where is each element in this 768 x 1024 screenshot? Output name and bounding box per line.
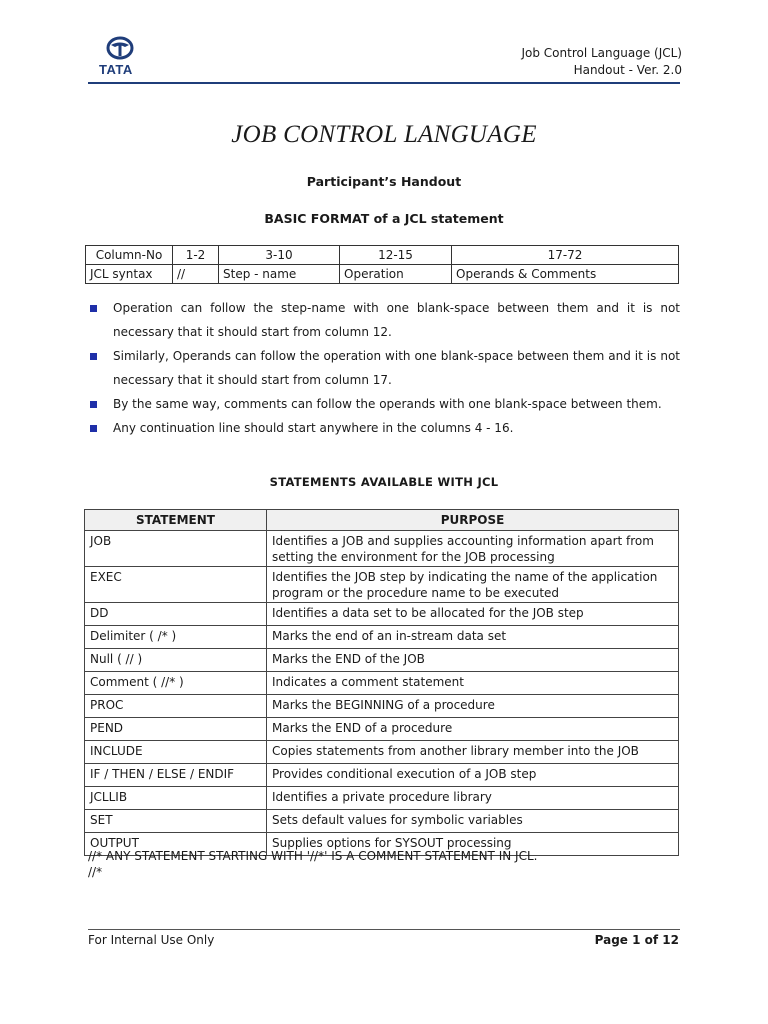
table-row: [85, 810, 679, 833]
table-row: [85, 603, 679, 626]
table-cell: JCL syntax: [86, 265, 173, 284]
footer-rule: [88, 929, 680, 930]
statement-cell: PEND: [85, 718, 267, 741]
comment-note: //* ANY STATEMENT STARTING WITH '//*' IS A COMMENT STATEMENT IN JCL.: [88, 849, 538, 863]
list-item: [90, 344, 680, 392]
table-row: [86, 265, 679, 284]
purpose-cell: Sets default values for symbolic variables: [267, 810, 679, 833]
list-item-text: By the same way, comments can follow the operands with one blank-space between them.: [113, 397, 662, 411]
basic-format-heading: BASIC FORMAT of a JCL statement: [264, 211, 504, 226]
bullet-list: [90, 296, 680, 440]
purpose-cell: Copies statements from another library member into the JOB: [267, 741, 679, 764]
statement-cell: Delimiter ( /* ): [85, 626, 267, 649]
table-cell: Operands & Comments: [452, 265, 679, 284]
comment-notes: [88, 848, 537, 880]
purpose-cell: Identifies a JOB and supplies accounting information apart from setting the environment for the JOB processing: [267, 531, 679, 567]
statement-cell: SET: [85, 810, 267, 833]
table-row: [85, 718, 679, 741]
table-cell: Step - name: [219, 265, 340, 284]
page-title: JOB CONTROL LANGUAGE: [231, 121, 537, 148]
table-header-row: [85, 510, 679, 531]
table-row: [85, 626, 679, 649]
page-subtitle: Participant’s Handout: [306, 174, 462, 189]
list-item-text: Operation can follow the step-name with one blank-space between them and it is not necessary that it should start from column 12.: [113, 301, 680, 339]
purpose-cell: Provides conditional execution of a JOB step: [267, 764, 679, 787]
statement-cell: JCLLIB: [85, 787, 267, 810]
document-version: Handout - Ver. 2.0: [573, 63, 682, 77]
purpose-cell: Marks the END of the JOB: [267, 649, 679, 672]
document-header: [521, 45, 682, 79]
list-item: [90, 296, 680, 344]
statement-cell: Comment ( //* ): [85, 672, 267, 695]
purpose-cell: Indicates a comment statement: [267, 672, 679, 695]
purpose-cell: Identifies the JOB step by indicating the name of the application program or the procedure name to be executed: [267, 567, 679, 603]
table-cell: Operation: [340, 265, 452, 284]
header-rule: [88, 82, 680, 84]
footer-classification: For Internal Use Only: [88, 933, 215, 947]
column-header-purpose: PURPOSE: [267, 510, 679, 531]
purpose-cell: Marks the END of a procedure: [267, 718, 679, 741]
statement-cell: OUTPUT: [85, 833, 267, 856]
statements-heading: STATEMENTS AVAILABLE WITH JCL: [269, 475, 499, 489]
purpose-cell: Supplies options for SYSOUT processing: [267, 833, 679, 856]
table-cell: 1-2: [173, 246, 219, 265]
table-cell: Column-No: [86, 246, 173, 265]
purpose-cell: Marks the end of an in-stream data set: [267, 626, 679, 649]
table-cell: 12-15: [340, 246, 452, 265]
statement-cell: Null ( // ): [85, 649, 267, 672]
statements-table: [84, 509, 679, 856]
table-row: [85, 567, 679, 603]
purpose-cell: Marks the BEGINNING of a procedure: [267, 695, 679, 718]
table-row: [85, 741, 679, 764]
table-row: [85, 695, 679, 718]
document-title: Job Control Language (JCL): [521, 46, 682, 60]
statements-table-body: [85, 531, 679, 856]
statement-cell: JOB: [85, 531, 267, 567]
list-item: [90, 392, 680, 416]
table-row: [85, 531, 679, 567]
comment-note: //*: [88, 865, 103, 879]
bullet-square-icon: [90, 401, 97, 408]
table-row: [85, 764, 679, 787]
basic-format-table: [85, 245, 679, 284]
list-item-text: Similarly, Operands can follow the operation with one blank-space between them and it is not necessary that it should start from column 17.: [113, 349, 680, 387]
column-header-statement: STATEMENT: [85, 510, 267, 531]
statement-cell: DD: [85, 603, 267, 626]
table-row: [85, 787, 679, 810]
table-row: [85, 672, 679, 695]
table-cell: 3-10: [219, 246, 340, 265]
table-row: [85, 649, 679, 672]
logo-text: TATA: [99, 62, 133, 77]
bullet-square-icon: [90, 353, 97, 360]
bullet-square-icon: [90, 425, 97, 432]
statement-cell: INCLUDE: [85, 741, 267, 764]
statement-cell: EXEC: [85, 567, 267, 603]
statement-cell: IF / THEN / ELSE / ENDIF: [85, 764, 267, 787]
list-item-text: Any continuation line should start anywhere in the columns 4 - 16.: [113, 421, 514, 435]
page-number: Page 1 of 12: [594, 933, 679, 947]
table-cell: 17-72: [452, 246, 679, 265]
table-cell: //: [173, 265, 219, 284]
purpose-cell: Identifies a private procedure library: [267, 787, 679, 810]
table-row: [86, 246, 679, 265]
purpose-cell: Identifies a data set to be allocated for the JOB step: [267, 603, 679, 626]
bullet-square-icon: [90, 305, 97, 312]
list-item: [90, 416, 680, 440]
statement-cell: PROC: [85, 695, 267, 718]
